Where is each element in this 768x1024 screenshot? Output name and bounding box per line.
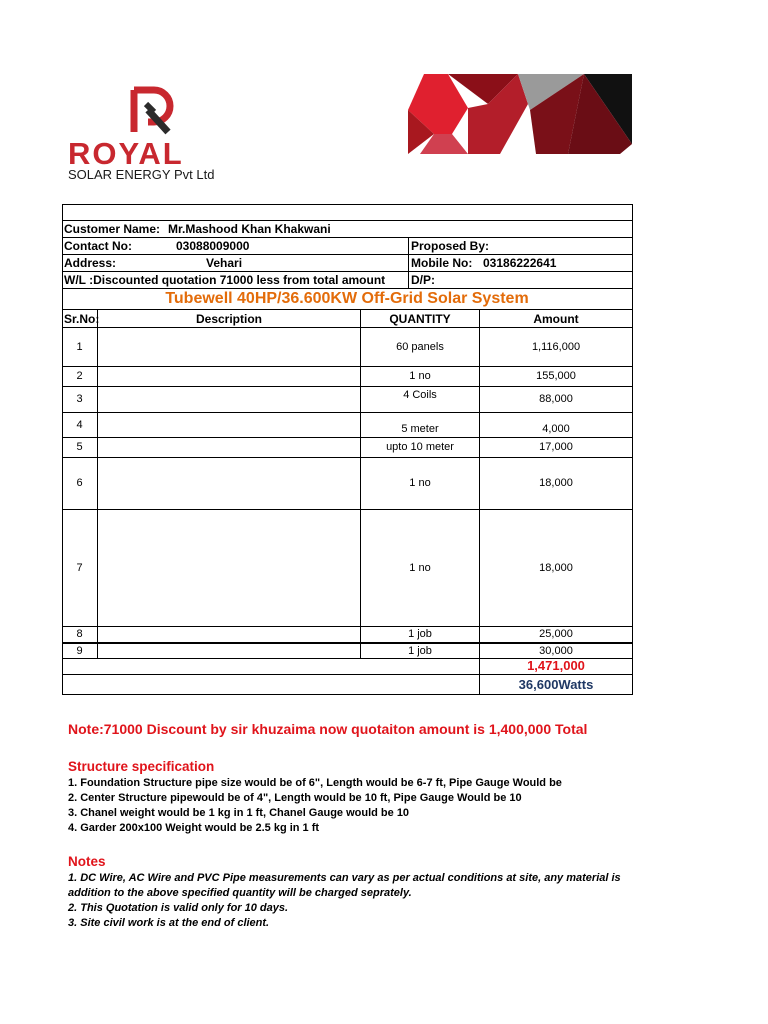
row-quantity: 60 panels xyxy=(396,340,444,353)
row-amount: 88,000 xyxy=(539,393,573,405)
header-description: Description xyxy=(195,312,262,326)
header-amount: Amount xyxy=(533,312,579,326)
total-watts: 36,600Watts xyxy=(518,677,594,692)
proposed-by-label: Proposed By: xyxy=(411,239,490,253)
row-quantity: 5 meter xyxy=(401,422,439,435)
customer-label: Customer Name: xyxy=(64,222,161,236)
table-grid-line xyxy=(97,309,98,658)
table-grid-line xyxy=(62,237,633,238)
notes-heading: Notes xyxy=(68,854,106,869)
row-sr-number: 5 xyxy=(76,441,83,453)
row-sr-number: 3 xyxy=(76,393,83,405)
logo-subtitle: SOLAR ENERGY Pvt Ltd xyxy=(68,167,215,182)
row-amount: 155,000 xyxy=(536,370,576,382)
table-grid-line xyxy=(62,674,633,675)
discount-note: Note:71000 Discount by sir khuzaima now quotaiton amount is 1,400,000 Total xyxy=(68,721,588,737)
dp-label: D/P: xyxy=(411,273,435,287)
grand-total: 1,471,000 xyxy=(527,658,585,673)
system-title: Tubewell 40HP/36.600KW Off-Grid Solar System xyxy=(165,290,529,307)
row-quantity: 1 job xyxy=(408,644,432,657)
logo-wordmark: ROYAL xyxy=(68,136,184,171)
structure-heading: Structure specification xyxy=(68,759,215,774)
row-amount: 1,116,000 xyxy=(531,340,581,353)
table-grid-line xyxy=(62,437,633,438)
notes-line: addition to the above specified quantity will be charged seprately. xyxy=(68,887,412,899)
royal-logo-icon xyxy=(124,84,176,136)
row-quantity: 1 no xyxy=(409,370,431,382)
table-grid-line xyxy=(408,237,409,288)
contact-value: 03088009000 xyxy=(176,239,250,253)
table-grid-line xyxy=(62,309,633,310)
row-sr-number: 4 xyxy=(76,418,83,431)
address-label: Address: xyxy=(64,256,117,270)
row-amount: 4,000 xyxy=(542,422,570,435)
row-sr-number: 7 xyxy=(76,561,83,574)
row-amount: 17,000 xyxy=(539,441,573,453)
table-grid-line xyxy=(62,457,633,458)
mobile-value: 03186222641 xyxy=(483,256,557,270)
row-sr-number: 9 xyxy=(76,644,83,657)
row-amount: 30,000 xyxy=(539,644,573,657)
table-grid-line xyxy=(632,204,633,694)
row-sr-number: 8 xyxy=(76,628,83,640)
table-grid-line xyxy=(62,412,633,413)
row-amount: 18,000 xyxy=(539,477,573,489)
wl-note: W/L :Discounted quotation 71000 less from total amount xyxy=(64,273,386,287)
customer-value: Mr.Mashood Khan Khakwani xyxy=(168,222,331,236)
contact-label: Contact No: xyxy=(64,239,132,253)
notes-line: 3. Site civil work is at the end of client. xyxy=(68,917,270,929)
row-quantity: 1 no xyxy=(409,477,431,489)
table-grid-line xyxy=(62,509,633,510)
header-quantity: QUANTITY xyxy=(389,312,451,326)
structure-line: 2. Center Structure pipewould be of 4", Length would be 10 ft, Pipe Gauge Would be 10 xyxy=(68,792,522,804)
table-grid-line xyxy=(62,694,633,695)
structure-line: 3. Chanel weight would be 1 kg in 1 ft, Chanel Gauge would be 10 xyxy=(68,807,410,819)
table-grid-line xyxy=(62,386,633,387)
table-grid-line xyxy=(62,327,633,328)
decorative-banner-graphic xyxy=(408,74,632,154)
row-sr-number: 6 xyxy=(76,477,83,489)
structure-line: 4. Garder 200x100 Weight would be 2.5 kg in 1 ft xyxy=(68,822,320,834)
header-sr: Sr.No: xyxy=(64,312,100,326)
table-grid-line xyxy=(62,288,633,289)
row-quantity: 1 no xyxy=(409,561,431,574)
table-grid-line xyxy=(62,204,633,205)
address-value: Vehari xyxy=(206,256,243,270)
structure-line: 1. Foundation Structure pipe size would be of 6", Length would be 6-7 ft, Pipe Gauge Would be xyxy=(68,777,562,789)
mobile-label: Mobile No: xyxy=(411,256,473,270)
row-quantity: upto 10 meter xyxy=(386,441,454,453)
notes-line: 2. This Quotation is valid only for 10 days. xyxy=(68,902,289,914)
row-sr-number: 2 xyxy=(76,370,83,382)
table-grid-line xyxy=(62,366,633,367)
row-amount: 25,000 xyxy=(539,628,573,640)
row-sr-number: 1 xyxy=(76,340,83,353)
row-quantity: 4 Coils xyxy=(403,389,437,401)
row-amount: 18,000 xyxy=(539,561,573,574)
notes-line: 1. DC Wire, AC Wire and PVC Pipe measurements can vary as per actual conditions at site, any material is xyxy=(68,872,621,884)
row-quantity: 1 job xyxy=(408,628,432,640)
